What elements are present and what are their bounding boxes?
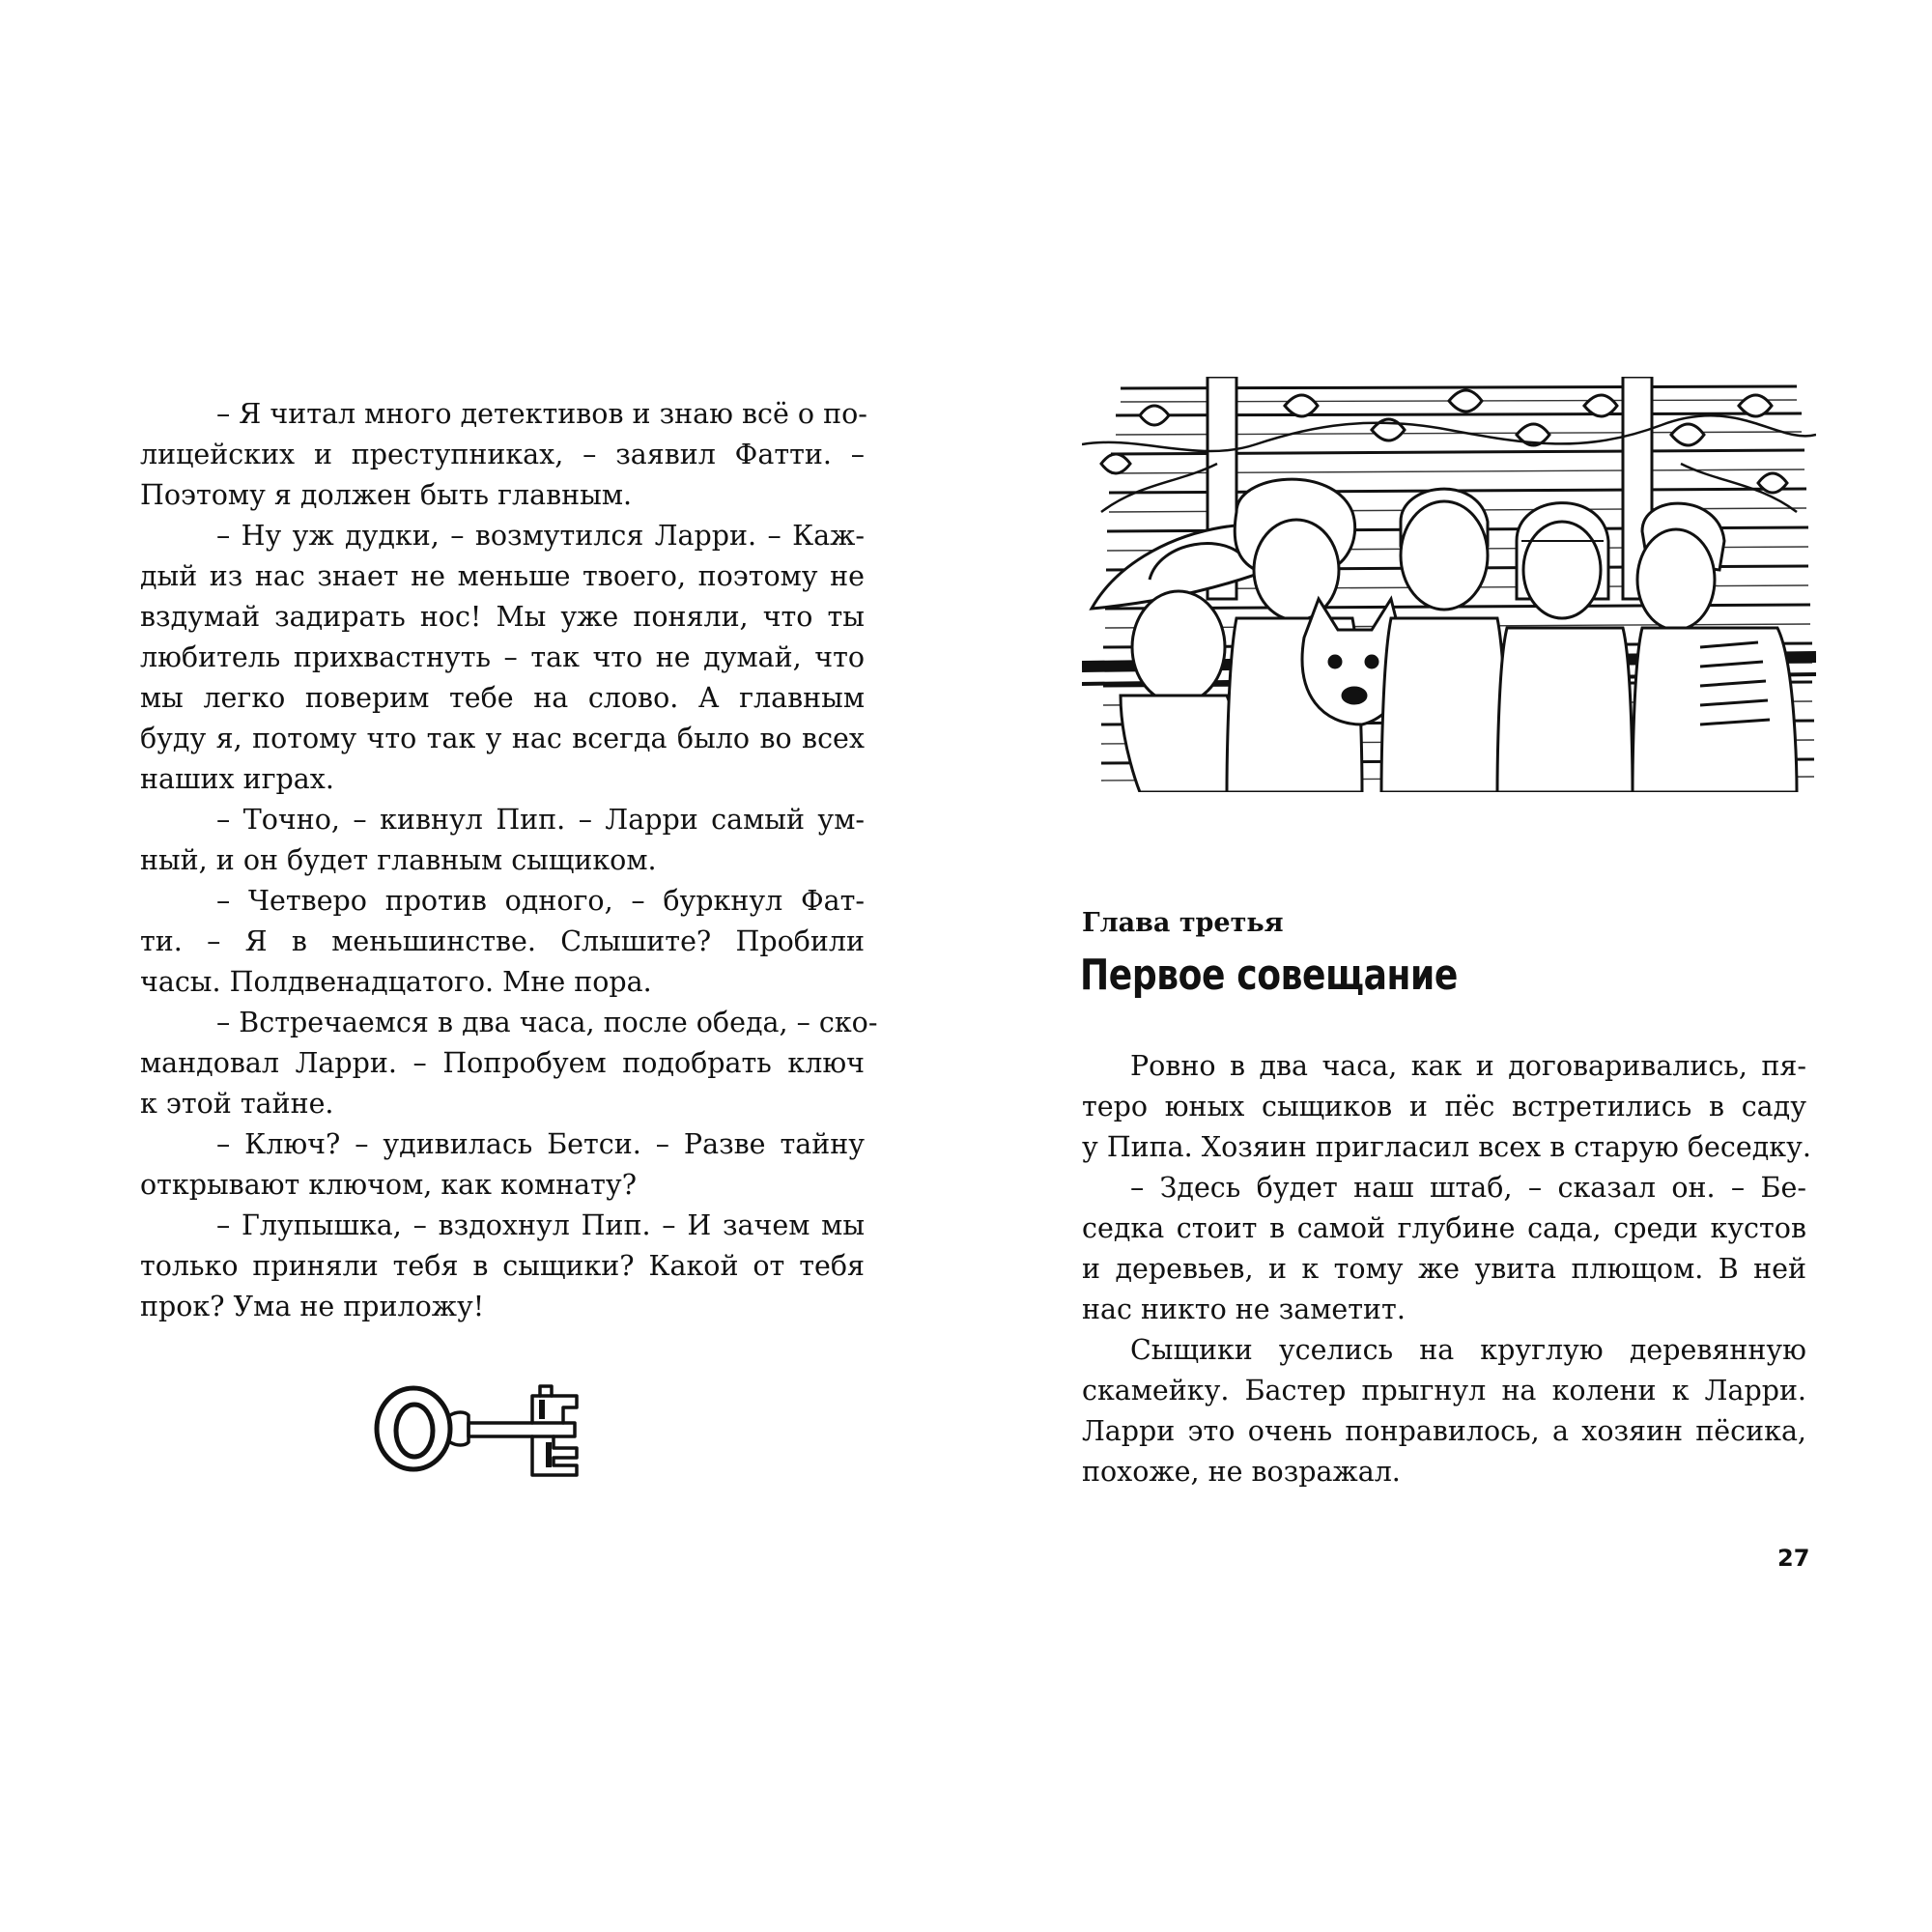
text-line: ти. – Я в меньшинстве. Слышите? Пробили [140, 925, 865, 957]
text-line: часы. Полдвенадцатого. Мне пора. [140, 966, 652, 998]
text-line: вздумай задирать нос! Мы уже поняли, что ты [140, 601, 865, 633]
text-line: к этой тайне. [140, 1088, 334, 1120]
text-line: Ровно в два часа, как и договаривались, пя- [1130, 1050, 1806, 1082]
text-line: – Четверо против одного, – буркнул Фат- [216, 885, 865, 917]
left-page-text [140, 394, 878, 1327]
text-line: открывают ключом, как комнату? [140, 1169, 637, 1201]
text-line: – Ну уж дудки, – возмутился Ларри. – Каж- [216, 520, 865, 552]
text-line: нас никто не заметит. [1082, 1293, 1406, 1325]
text-line: – Глупышка, – вздохнул Пип. – И зачем мы [216, 1209, 865, 1241]
text-line: седка стоит в самой глубине сада, среди кустов [1082, 1212, 1806, 1244]
text-line: Ларри это очень понравилось, а хозяин пёсика, [1082, 1415, 1806, 1447]
text-line: буду я, потому что так у нас всегда было во всех [140, 723, 865, 754]
text-line: и деревьев, и к тому же увита плющом. В ней [1082, 1253, 1806, 1285]
text-line: ный, и он будет главным сыщиком. [140, 844, 657, 876]
text-line: прок? Ума не приложу! [140, 1291, 485, 1322]
text-line: любитель прихвастнуть – так что не думай, что [140, 641, 865, 673]
text-line: лицейских и преступниках, – заявил Фатти. – [140, 439, 865, 470]
text-line: только приняли тебя в сыщики? Какой от тебя [140, 1250, 865, 1282]
text-line: похоже, не возражал. [1082, 1456, 1401, 1488]
right-page-text [1082, 1046, 1811, 1492]
text-line: – Точно, – кивнул Пип. – Ларри самый ум- [216, 804, 865, 836]
text-line: у Пипа. Хозяин пригласил всех в старую беседку. [1082, 1131, 1811, 1163]
text-line: скамейку. Бастер прыгнул на колени к Ларри. [1082, 1375, 1806, 1406]
text-line: наших играх. [140, 763, 334, 795]
text-line: Сыщики уселись на круглую деревянную [1130, 1334, 1806, 1366]
chapter-title: Первое совещание [1080, 951, 1458, 1000]
text-line: дый из нас знает не меньше твоего, поэтому не [140, 560, 865, 592]
chapter-illustration [1082, 377, 1816, 792]
text-line: мы легко поверим тебе на слово. А главным [140, 682, 865, 714]
text-line: – Ключ? – удивилась Бетси. – Разве тайну [216, 1128, 865, 1160]
text-line: – Здесь будет наш штаб, – сказал он. – Бе- [1130, 1172, 1806, 1204]
text-line: мандовал Ларри. – Попробуем подобрать ключ [140, 1047, 865, 1079]
text-line: – Встречаемся в два часа, после обеда, – ско- [216, 1007, 878, 1038]
chapter-label: Глава третья [1082, 908, 1284, 938]
text-line: теро юных сыщиков и пёс встретились в саду [1082, 1091, 1806, 1122]
text-line: – Я читал много детективов и знаю всё о по- [216, 398, 867, 430]
page-number: 27 [1777, 1545, 1810, 1572]
key-illustration [370, 1378, 592, 1485]
text-line: Поэтому я должен быть главным. [140, 479, 633, 511]
